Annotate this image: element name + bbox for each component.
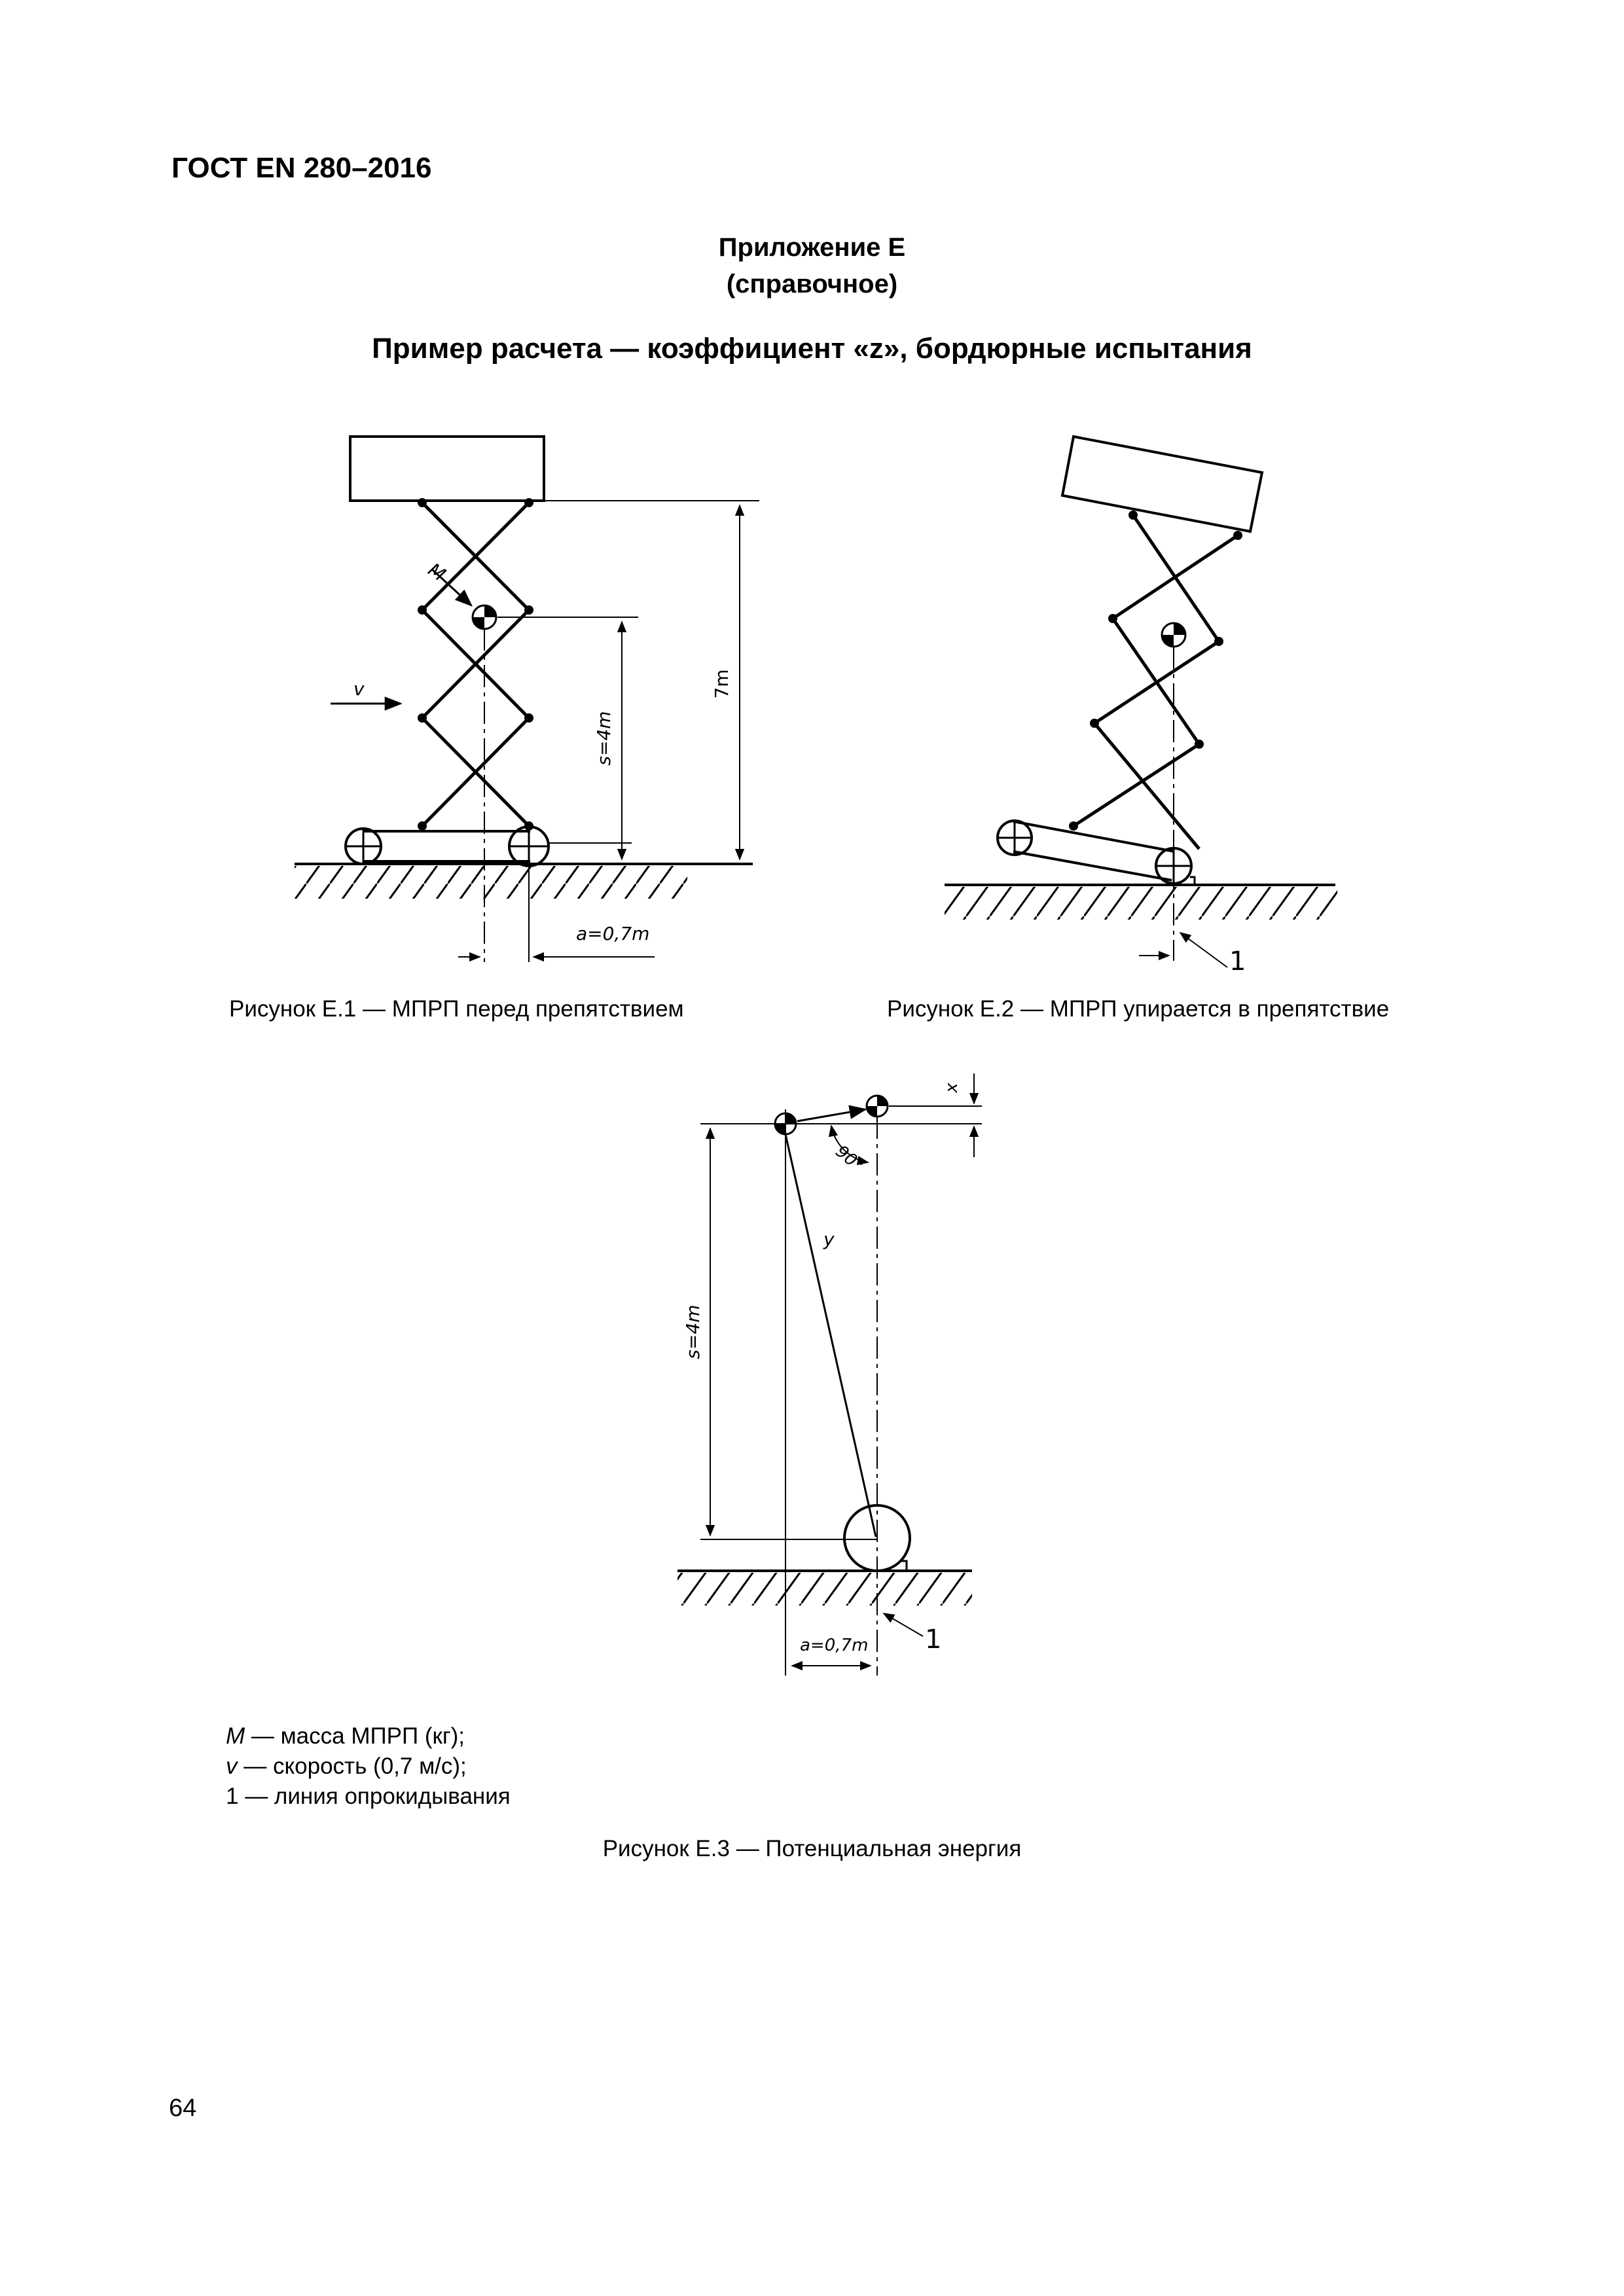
annex-note: (справочное) xyxy=(726,270,898,298)
annex-subtitle: Пример расчета — коэффициент «z», бордюрные испытания xyxy=(372,332,1252,365)
label-x: x xyxy=(942,1083,962,1093)
ground-hatch xyxy=(295,866,687,899)
cg-path-arrow xyxy=(797,1109,865,1121)
label-mass: M xyxy=(424,558,450,586)
figure-e3-caption: Рисунок Е.3 — Потенциальная энергия xyxy=(602,1836,1022,1861)
label-velocity: v xyxy=(353,678,365,700)
label-angle: 90° xyxy=(831,1141,868,1176)
scissor-arms xyxy=(422,503,529,826)
callout-leader-3 xyxy=(884,1613,923,1636)
label-dim-height: 7m xyxy=(711,669,732,699)
document-header: ГОСТ EN 280–2016 xyxy=(171,152,432,184)
legend-item-tipping-line: 1 — линия опрокидывания xyxy=(226,1784,511,1809)
tilted-scissor-arms xyxy=(1074,515,1238,849)
platform xyxy=(350,437,544,501)
cg-end-symbol xyxy=(867,1096,888,1117)
legend xyxy=(226,1721,511,1812)
tilted-platform xyxy=(1062,437,1262,531)
figure-e2-caption: Рисунок Е.2 — МПРП упирается в препятствие xyxy=(887,996,1390,1022)
label-dim-s-3: s=4m xyxy=(682,1304,704,1359)
figure-e3-labels xyxy=(682,1083,962,1655)
label-dim-a-3: a=0,7m xyxy=(800,1636,869,1655)
figure-e2-callout: 1 xyxy=(1229,946,1246,977)
figure-e1-caption: Рисунок Е.1 — МПРП перед препятствием xyxy=(229,996,684,1022)
label-dim-a: a=0,7m xyxy=(576,923,650,944)
chassis xyxy=(346,827,632,866)
figure-e3-drawing xyxy=(677,1073,982,1676)
figure-e3-callout: 1 xyxy=(925,1624,942,1655)
center-of-gravity-symbol xyxy=(473,605,496,629)
label-y: y xyxy=(823,1229,835,1250)
annex-title: Приложение Е xyxy=(718,233,906,262)
tilted-chassis xyxy=(998,821,1191,884)
callout-leader-2 xyxy=(1180,933,1227,967)
legend-item-velocity: v — скорость (0,7 м/с); xyxy=(226,1753,467,1779)
label-dim-s: s=4m xyxy=(593,711,615,766)
radius-y xyxy=(785,1134,876,1537)
legend-item-mass: M — масса МПРП (кг); xyxy=(226,1723,465,1749)
center-of-gravity-symbol-2 xyxy=(1162,623,1185,647)
page-number: 64 xyxy=(169,2094,197,2122)
figure-e2-drawing xyxy=(945,437,1337,967)
